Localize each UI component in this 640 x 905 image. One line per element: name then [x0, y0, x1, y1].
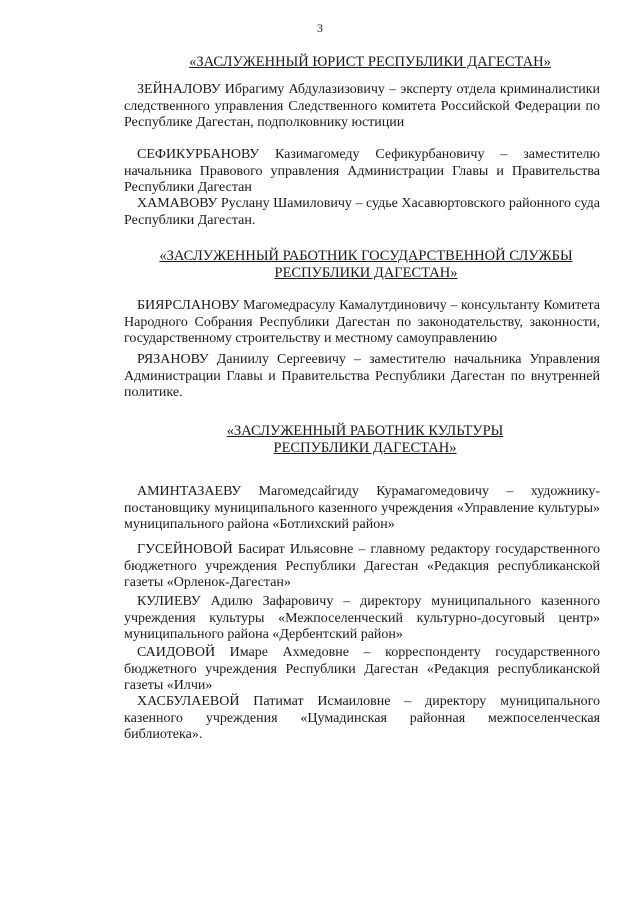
award-entry: РЯЗАНОВУ Даниилу Сергеевичу – заместителю начальника Управления Администрации Главы и Правительства Республики Дагестан по внутренней политике. [124, 352, 600, 400]
award-entry: ХАМАВОВУ Руслану Шамиловичу – судье Хасавюртовского районного суда Республики Дагестан. [124, 196, 600, 228]
award-entry: СЕФИКУРБАНОВУ Казимагомеду Сефикурбановичу – заместителю начальника Правового управления Администрации Главы и Правительства Республики Дагестан [124, 147, 600, 195]
award-entry: АМИНТАЗАЕВУ Магомедсайгиду Курамагомедовичу – художнику-постановщику муниципального казенного учреждения «Управление культуры» муниципального района «Ботлихский район» [124, 484, 600, 532]
award-entry: БИЯРСЛАНОВУ Магомедрасулу Камалутдиновичу – консультанту Комитета Народного Собрания Республики Дагестан по законодательству, законности, государственному строительству и местному самоуправлению [124, 298, 600, 346]
section-title-line: «ЗАСЛУЖЕННЫЙ ЮРИСТ РЕСПУБЛИКИ ДАГЕСТАН» [189, 54, 551, 70]
section-title-line: «ЗАСЛУЖЕННЫЙ РАБОТНИК ГОСУДАРСТВЕННОЙ СЛУЖБЫ [159, 248, 573, 264]
section-title-culture [160, 423, 570, 457]
section-title-line: РЕСПУБЛИКИ ДАГЕСТАН» [273, 440, 457, 456]
award-entry: ГУСЕЙНОВОЙ Басират Ильясовне – главному редактору государственного бюджетного учреждения Республики Дагестан «Редакция республиканской газеты «Орленок-Дагестан» [124, 542, 600, 590]
award-entry: ХАСБУЛАЕВОЙ Патимат Исмаиловне – директору муниципального казенного учреждения «Цумадинская районная межпоселенческая библиотека». [124, 694, 600, 742]
award-entry: САИДОВОЙ Имаре Ахмедовне – корреспонденту государственного бюджетного учреждения Республики Дагестан «Редакция республиканской газеты «Илчи» [124, 645, 600, 693]
section-title-line: «ЗАСЛУЖЕННЫЙ РАБОТНИК КУЛЬТУРЫ [226, 423, 504, 439]
section-title-line: РЕСПУБЛИКИ ДАГЕСТАН» [274, 265, 458, 281]
page-number: 3 [317, 21, 323, 35]
section-title-civil-service [136, 248, 596, 282]
award-entry: КУЛИЕВУ Адилю Зафаровичу – директору муниципального казенного учреждения культуры «Межпоселенческий культурно-досуговый центр» муниципального района «Дербентский район» [124, 594, 600, 642]
award-entry: ЗЕЙНАЛОВУ Ибрагиму Абдулазизовичу – эксперту отдела криминалистики следственного управления Следственного комитета Российской Федерации по Республике Дагестан, подполковнику юстиции [124, 82, 600, 130]
section-title-lawyer [150, 54, 590, 71]
